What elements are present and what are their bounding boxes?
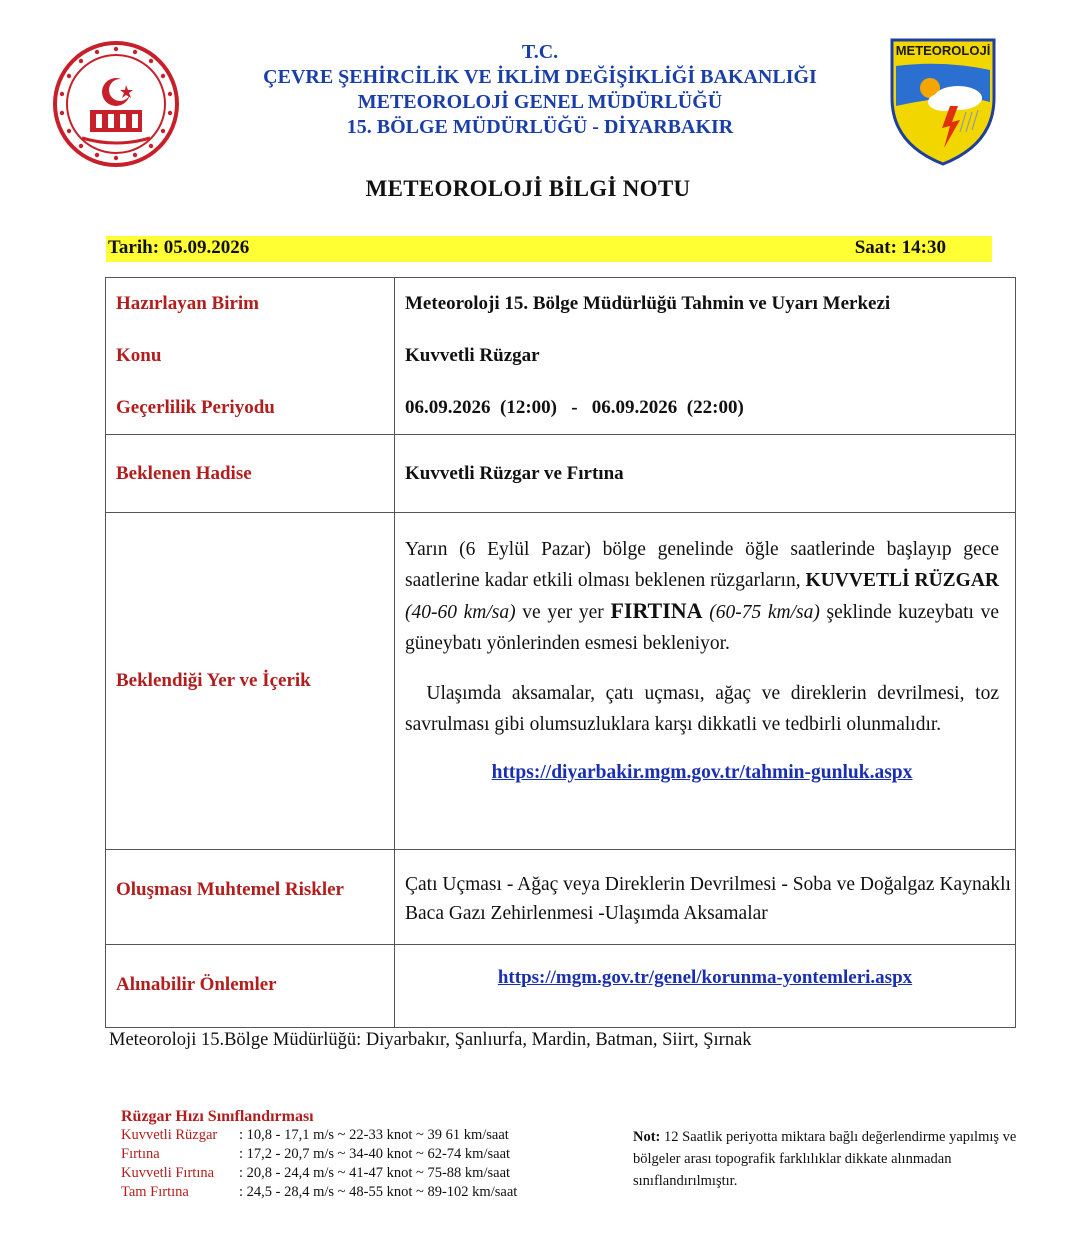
risk-value: Çatı Uçması - Ağaç veya Direklerin Devrilmesi - Soba ve Doğalgaz Kaynaklı Baca Gazı Zehirlenmesi -Ulaşımda Aksamalar	[405, 874, 1011, 924]
classification-title: Rüzgar Hızı Sınıflandırması	[121, 1108, 314, 1125]
list-item	[121, 1145, 517, 1164]
svg-text:METEOROLOJİ: METEOROLOJİ	[895, 43, 991, 58]
class-value: : 24,5 - 28,4 m/s ~ 48-55 knot ~ 89-102 km/saat	[239, 1184, 518, 1200]
icerik-text: şeklinde kuzeybatı ve güneybatı yönlerinden esmesi bekleniyor.	[405, 602, 999, 654]
ministry-seal-logo	[52, 40, 180, 168]
kuvvetli-ruzgar-emphasis: KUVVETLİ RÜZGAR	[805, 569, 999, 591]
class-value: : 17,2 - 20,7 m/s ~ 34-40 knot ~ 62-74 km/saat	[239, 1146, 511, 1162]
date-time-bar	[106, 236, 992, 262]
periyot-value: 06.09.2026 (12:00) - 06.09.2026 (22:00)	[405, 397, 744, 418]
birim-value: Meteoroloji 15. Bölge Müdürlüğü Tahmin ve Uyarı Merkezi	[405, 293, 891, 314]
header-ministry: ÇEVRE ŞEHİRCİLİK VE İKLİM DEĞİŞİKLİĞİ BAKANLIĞI	[263, 66, 817, 88]
class-name: Tam Fırtına	[121, 1184, 189, 1200]
table-row	[106, 513, 1016, 850]
ruzgar-speed: (40-60 km/sa)	[405, 602, 516, 623]
header-region: 15. BÖLGE MÜDÜRLÜĞÜ - DİYARBAKIR	[346, 116, 734, 138]
icerik-paragraph-2: Ulaşımda aksamalar, çatı uçması, ağaç ve direklerin devrilmesi, toz savrulması gibi olumsuzluklara karşı dikkatli ve tedbirli olunmalıdır.	[405, 683, 1004, 735]
icerik-content	[395, 513, 1015, 789]
firtina-speed: (60-75 km/sa)	[702, 602, 820, 623]
firtina-emphasis: FIRTINA	[610, 598, 703, 623]
region-footer: Meteoroloji 15.Bölge Müdürlüğü: Diyarbakır, Şanlıurfa, Mardin, Batman, Siirt, Şırnak	[109, 1030, 752, 1050]
hadise-value: Kuvvetli Rüzgar ve Fırtına	[405, 462, 624, 484]
note-label: Not:	[633, 1129, 661, 1145]
table-row	[106, 278, 1016, 435]
header-directorate: METEOROLOJİ GENEL MÜDÜRLÜĞÜ	[357, 91, 723, 113]
icerik-paragraph-1	[405, 535, 999, 659]
wind-classification	[121, 1107, 517, 1202]
protection-link[interactable]: https://mgm.gov.tr/genel/korunma-yontemleri.aspx	[497, 967, 913, 988]
header-block	[200, 40, 880, 140]
table-row	[106, 945, 1016, 1028]
note-text: 12 Saatlik periyotta miktara bağlı değerlendirme yapılmış ve bölgeler arası topografik farklılıklar dikkate alınmadan sınıflandırılmıştır.	[633, 1129, 1017, 1189]
table-row	[106, 435, 1016, 513]
konu-value: Kuvvetli Rüzgar	[405, 345, 540, 366]
hadise-label: Beklenen Hadise	[116, 462, 252, 484]
time-label: Saat: 14:30	[854, 237, 946, 258]
date-label: Tarih: 05.09.2026	[108, 237, 250, 258]
icerik-label: Beklendiği Yer ve İçerik	[116, 670, 311, 691]
periyot-label: Geçerlilik Periyodu	[116, 397, 275, 418]
risk-label: Oluşması Muhtemel Riskler	[116, 879, 344, 900]
list-item	[121, 1183, 517, 1202]
forecast-link[interactable]: https://diyarbakir.mgm.gov.tr/tahmin-gunluk.aspx	[491, 762, 913, 783]
table-row	[106, 850, 1016, 945]
list-item	[121, 1164, 517, 1183]
class-name: Kuvvetli Rüzgar	[121, 1127, 218, 1143]
onlem-label: Alınabilir Önlemler	[116, 974, 277, 995]
icerik-text: Yarın (6 Eylül Pazar) bölge genelinde öğle saatlerinde başlayıp gece saatlerine kadar etkili olması beklenen rüzgarların,	[405, 539, 999, 591]
meteoroloji-shield-logo	[888, 36, 998, 166]
class-name: Kuvvetli Fırtına	[121, 1165, 215, 1181]
class-value: : 10,8 - 17,1 m/s ~ 22-33 knot ~ 39 61 km/saat	[239, 1127, 509, 1143]
header-tc: T.C.	[521, 41, 559, 63]
icerik-text: ve yer yer	[515, 602, 611, 623]
classification-note	[633, 1126, 1023, 1192]
document-title: METEOROLOJİ BİLGİ NOTU	[365, 176, 691, 201]
class-name: Fırtına	[121, 1146, 160, 1162]
konu-label: Konu	[116, 345, 162, 366]
list-item	[121, 1126, 517, 1145]
birim-label: Hazırlayan Birim	[116, 293, 260, 314]
info-table	[105, 277, 1016, 1028]
class-value: : 20,8 - 24,4 m/s ~ 41-47 knot ~ 75-88 km/saat	[239, 1165, 511, 1181]
